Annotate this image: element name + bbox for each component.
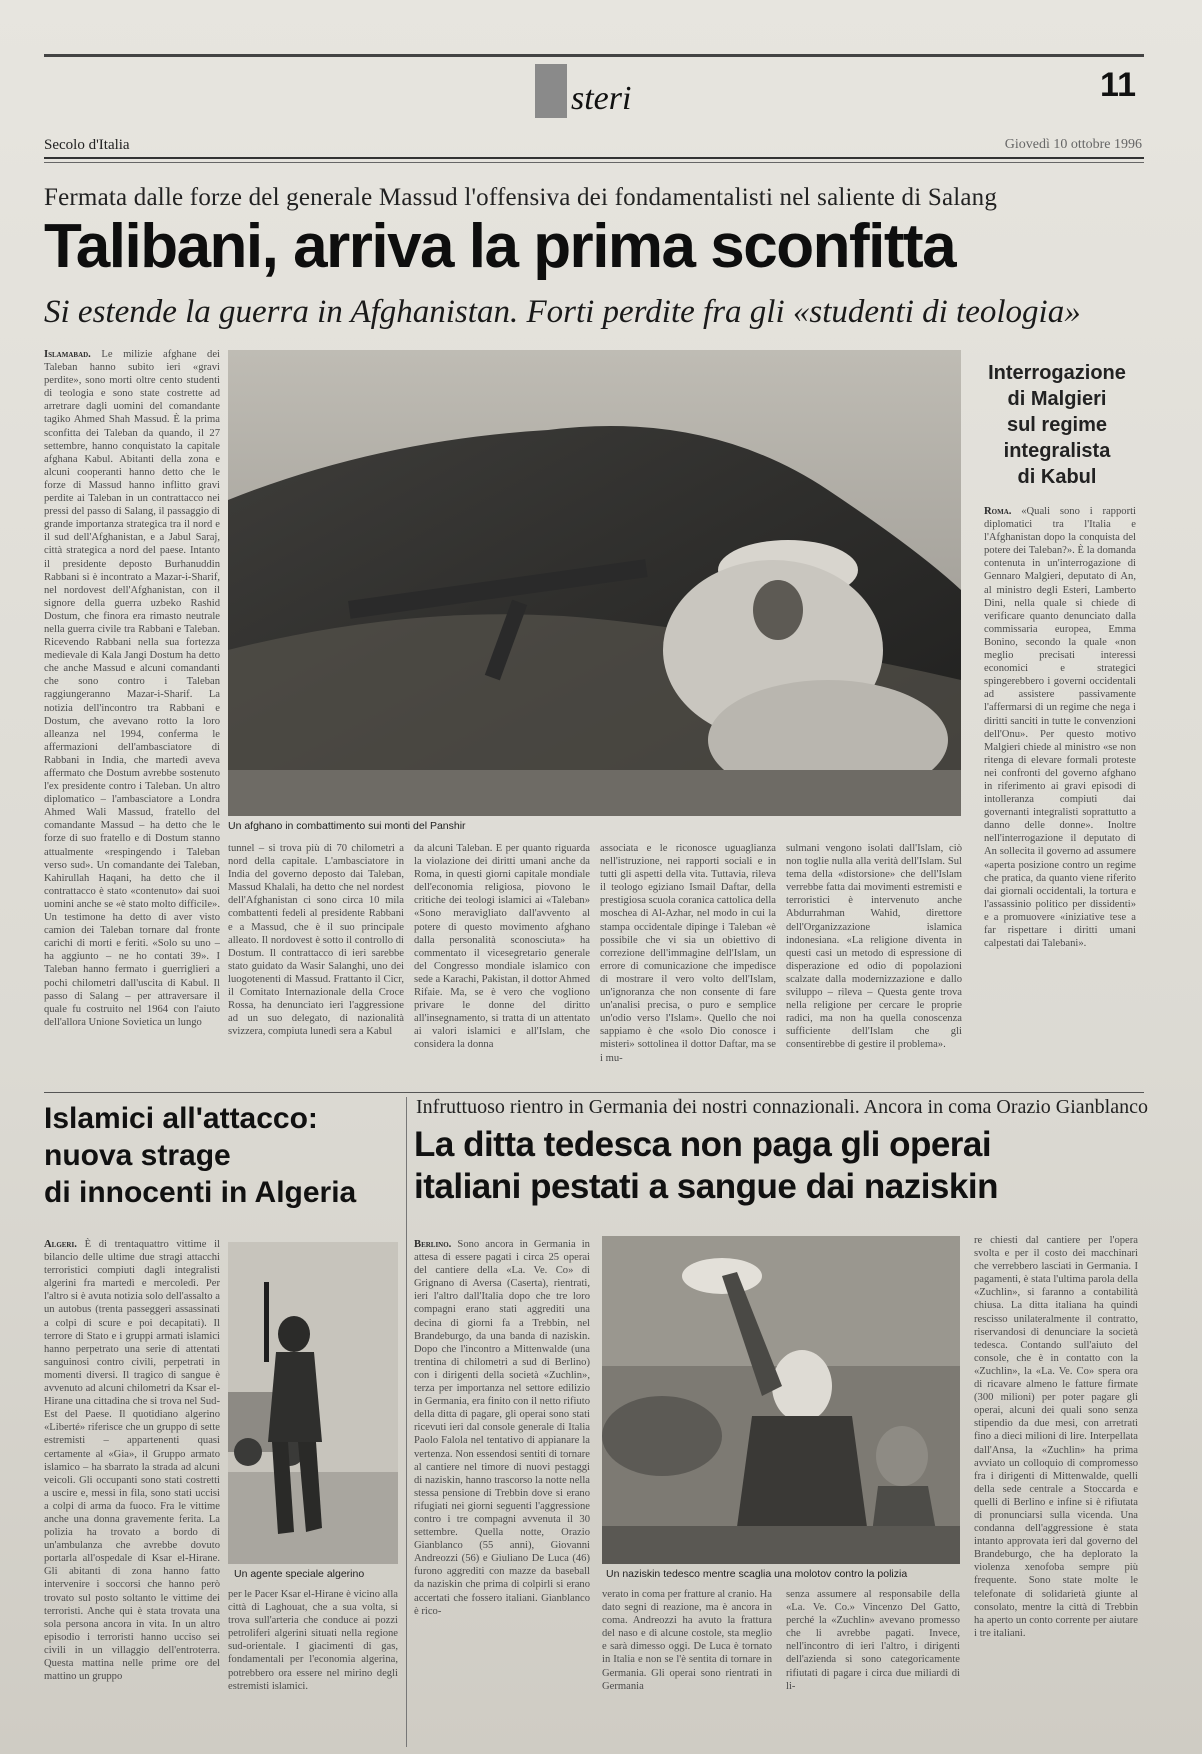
newspaper-name: Secolo d'Italia [44, 137, 130, 153]
sidebar-headline-line: di Kabul [1017, 466, 1097, 488]
germany-column-2: verato in coma per fratture al cranio. Ha dato segni di reazione, ma è ancora in coma. Andreozzi ha avuto la frattura del naso e di alcune costole, sta meglio e sarà dimesso oggi. De Luca è tornato in Italia e non se l'è sentita di tornare in Germania. Gli operai sono rientrati in Germania [602, 1589, 772, 1692]
germany-kicker: Infruttuoso rientro in Germania dei nostri connazionali. Ancora in coma Orazio Gianblanco [416, 1096, 1148, 1118]
section-logo-letter-block [535, 64, 567, 118]
main-story-photo [228, 350, 961, 816]
section-name: steri [571, 80, 632, 117]
main-story-column-1 [44, 348, 220, 1090]
fighter-photo [228, 350, 961, 816]
main-story-column-5: sulmani vengono isolati dall'Islam, ciò non toglie nulla alla verità dell'Islam. Sul tema della «distorsione» che dell'Islam verrebbe fatta dai movimenti estremisti e terroristici è intervenuto anche Abdurrahman Wahid, direttore dell'Organizzazione islamica indonesiana. «La religione diventa in questi casi un metodo di espressione di disperazione ed odio di popolazioni scalzate dalla modernizzazione e dallo sviluppo – rileva – Questa gente trova nella religione per cercare le proprie radici, ma non ha quella conoscenza sufficiente dell'Islam che gli consentirebbe di gestire il problema». [786, 843, 962, 1051]
sidebar-headline [974, 360, 1140, 490]
naziskin-photo [602, 1236, 960, 1564]
algeria-column-1 [44, 1238, 220, 1748]
sidebar-headline-line: sul regime [1006, 414, 1108, 436]
germany-headline-line: italiani pestati a sangue dai naziskin [414, 1167, 998, 1206]
main-story-headline: Talibani, arriva la prima sconfitta [44, 212, 956, 281]
germany-column-3: senza assumere al responsabile della «La. Ve. Co.» Vincenzo Del Gatto, perché la «Zuchlin» avevano promesso che li avrebbe pagati. Invece, nell'incontro di ieri l'altro, i dirigenti dell'azienda si sono categoricamente rifiutati di pagare i circa due miliardi di li- [786, 1589, 960, 1692]
germany-column-1 [414, 1238, 590, 1748]
germany-photo-caption: Un naziskin tedesco mentre scaglia una molotov contro la polizia [606, 1568, 908, 1580]
main-story-column-3: da alcuni Taleban. E per quanto riguarda la violazione dei diritti umani anche da Roma, in questi giorni capitale mondiale dell'economia religiosa, piovono le critiche dei teologi islamici ai «Taleban» «Sono meravigliato dall'avvento al potere di questo movimento afghano dalla personalità sconosciuta» ha commentato il vicesegretario generale del Congresso mondiale islamico con sede a Karachi, Pakistan, il dottor Ahmed Rifaie. Ma, se è vero che vogliono privare le donne del diritto all'insegnamento, si tratta di un attentato ai valori islamici e all'Islam, che considera la donna [414, 843, 590, 1051]
main-story-subheadline: Si estende la guerra in Afghanistan. Forti perdite fra gli «studenti di teologia» [44, 294, 1081, 330]
algeria-headline-line: nuova strage [44, 1139, 231, 1172]
header-rule [44, 157, 1144, 159]
header-rule-thin [44, 162, 1144, 163]
sidebar-text: «Quali sono i rapporti diplomatici tra l'Italia e l'Afghanistan dopo la conquista del potere dei Taleban?». È la domanda contenuta in un'interrogazione di Gennaro Malgieri, deputato di An, al ministro degli Esteri, Lamberto Dini, nella quale si chiede di verificare quanto denunciato dalla commissaria europea, Emma Bonino, secondo la quale «non meglio precisati interessi economici e strategici spingerebbero i governi occidentali ad assistere passivamente l'affermarsi di un regime che nega i diritti sanciti in tutte le convenzioni dell'Onu». Per questo motivo Malgieri chiede al ministro «se non ritenga di elevare formali proteste nei confronti del governo afghano in riferimento ai gravi episodi di intolleranza compiuti dai governanti integralisti soprattutto a danno delle donne». Inoltre nell'interrogazione il deputato di An sollecita il governo ad assumere «aperta posizione contro un regime che pratica, da quanto viene riferito dai giornali occidentali, la tortura e l'assassinio politico per dissidenti» e a promuovere «iniziative tese a far rispettare i diritti umani calpestati dai Talebani». [984, 506, 1136, 950]
sidebar-headline-line: Interrogazione [988, 362, 1126, 384]
algeria-photo-caption: Un agente speciale algerino [234, 1568, 365, 1580]
main-story-column-2: tunnel – si trova più di 70 chilometri a nord della capitale. L'ambasciatore in India del governo deposto dai Taleban, Massud Khalali, ha detto che nel nordest dell'Afghanistan ci sono circa 10 mila combattenti fedeli al presidente Rabbani e a Massud, che è il suo principale alleato. Il nordovest è sotto il controllo di Dostum. Il contrattacco di ieri sarebbe stato guidato da Wasir Salanghi, uno dei luogotenenti di Massud. Frattanto il Cicr, il Comitato Internazionale della Croce Rossa, ha denunciato ieri l'aggressione ad un suo delegato, di nazionalità svizzera, compiuta lunedì sera a Kabul [228, 843, 404, 1038]
section-logo [535, 62, 655, 120]
page-number: 11 [1100, 66, 1136, 104]
main-story-column-4: associata e le riconosce uguaglianza nell'istruzione, nei rapporti sociali e in tutti gli aspetti della vita. Tuttavia, rileva il teologo egiziano Ismail Daftar, della prestigiosa scuola coranica cattolica della moschea di Al-Azhar, nel modo in cui la stampa occidentale dipinge i Taleban «è possibile che vi sia un obiettivo di correzione dell'immagine dell'Islam, un errore di comunicazione che impedisce di mostrare il vero volto dell'Islam, un'ignoranza che non consente di fare un'analisi precisa, o puro e semplice un'odio verso l'Islam». Quello che noi sappiamo è che «solo Dio conosce i misteri» sottolinea il dottor Daftar, ma se i mu- [600, 843, 776, 1064]
germany-headline [414, 1124, 1154, 1208]
agent-photo [228, 1242, 398, 1564]
algeria-headline-line: di innocenti in Algeria [44, 1176, 357, 1209]
main-photo-caption: Un afghano in combattimento sui monti del Panshir [228, 820, 466, 832]
algeria-photo [228, 1242, 398, 1564]
dateline: Islamabad. [44, 349, 91, 360]
algeria-dateline: Algeri. [44, 1239, 77, 1250]
main-story-kicker: Fermata dalle forze del generale Massud l'offensiva dei fondamentalisti nel saliente di Salang [44, 184, 998, 211]
top-rule [44, 54, 1144, 57]
sidebar-dateline: Roma. [984, 506, 1012, 517]
algeria-headline [44, 1100, 404, 1211]
germany-dateline: Berlino. [414, 1239, 452, 1250]
sidebar-column [984, 505, 1136, 1090]
column-divider [406, 1097, 407, 1747]
germany-column-4: re chiesti dal cantiere per l'opera svolta e per il costo dei macchinari che verrebbero lasciati in Germania. I pagamenti, è stata l'ultima parola della «Zuchlin», si faranno a contabilità chiusa. La ditta italiana ha quindi rescisso unilateralmente il contratto, riservandosi di denunciare la società tedesca. Contando sull'aiuto del console, che è in contatto con la «Zuchlin», la «La. Ve. Co» spera ora di ricavare almeno le fatture firmate (300 milioni) per poter pagare gli operai, alcuni dei quali sono senza stipendio da due mesi, con arretrati fino a dieci milioni di lire. Interpellata dall'Ansa, la «Zuchlin» ha prima avviato un colloquio di compromesso fra i dirigenti di Mittenwalde, quelli della sede centrale a Stoccarda e quelli di Berlino e infine si è rifiutata di pronunciarsi sulla vicenda. Una condanna dell'aggressione è stata intanto approvata ieri dal governo del Brandeburgo, che ha deplorato la violenza xenofoba sempre più frequente. Sono state molte le telefonate di solidarietà giunte al consolato, mentre la città di Trebbin ha aperto un conto corrente per aiutare i tre italiani. [974, 1235, 1138, 1639]
algeria-column-2: per le Pacer Ksar el-Hirane è vicino alla città di Laghouat, che a sua volta, si trova sull'arteria che conduce ai pozzi petroliferi algerini situati nella regione sud-orientale. I giacimenti di gas, fondamentali per l'economia algerina, potrebbero ora essere nel mirino degli estremisti islamici. [228, 1589, 398, 1692]
main-story-text-1: Le milizie afghane dei Taleban hanno subito ieri «gravi perdite», sono morti oltre cento studenti di teologia e sono state costrette ad arretrare dagli uomini del comandante tagiko Ahmed Shah Massud. È la prima sconfitta dei Taleban da quando, il 27 settembre, hanno conquistato la capitale afghana Kabul. Abitanti della zona e alcuni cooperanti hanno detto che le forze di Massud hanno inflitto gravi perdite ai Taleban in un contrattacco nei pressi del passo di Salang, il passaggio di grande importanza strategica tra il nord e il sud dell'Afghanistan, e a Jabul Saraj, città strategica a nord del paese. Intanto il presidente deposto Burhanuddin Rabbani si è incontrato a Mazar-i-Sharif, nel nordovest dell'Afghanistan, con il signore della guerra uzbeko Rashid Dostum, che finora era rimasto neutrale nella guerra civile tra Rabbani e Taleban. Ricevendo Rabbani nella sua fortezza medievale di Kala Jangi Dostum ha detto che anche Massud e alcuni comandanti che sono contro i Taleban raggiungeranno Mazar-i-Sharif. La notizia dell'incontro tra Rabbani e Dostum, che avevano rotto la loro alleanza nel 1994, conferma le affermazioni dell'ambasciatore di Rabbani in India, che martedì aveva affermato che Dostum avrebbe sostenuto l'ex presidente contro i Taleban. Un altro diplomatico – l'ambasciatore a Londra Ahmed Wali Massud, fratello del comandante Massud – ha detto che le forze di suo fratello e di Dostum stanno attualmente «respingendo i Taleban verso sud». Un comandante dei Taleban, Kahirullah Haqani, ha detto che il contrattacco è stato «contenuto» dai suoi uomini anche se «è stato molto difficile». Un testimone ha detto di aver visto camion dei Taleban tornare dal fronte carichi di morti e feriti. «Solo su uno – ha aggiunto – ne ho contati 39». I Taleban hanno fermato i guerriglieri a pochi chilometri dall'uscita di Kabul. Il passo di Salang – per attraversare il quale fu costruito nel 1964 con l'aiuto dell'allora Unione Sovietica un lungo [44, 349, 220, 1028]
section-divider [44, 1092, 1144, 1093]
germany-photo [602, 1236, 960, 1564]
algeria-headline-line: Islamici all'attacco: [44, 1102, 318, 1135]
sidebar-headline-line: integralista [1003, 440, 1111, 462]
germany-text-1: Sono ancora in Germania in attesa di essere pagati i circa 25 operai del cantiere della «La. Ve. Co» di Grignano di Aversa (Caserta), rientrati, ieri l'altro dall'Italia dopo che tre loro compagni erano stati aggrediti una decina di giorni fa a Trebbin, nel Brandeburgo, da una banda di naziskin. Dopo che l'incontro a Mittenwalde (una trentina di chilometri a sud di Berlino) con i dirigenti della società «Zuchlin», terza per importanza nel settore edilizio in Germania, era finito con il netto rifiuto della ditta di pagare, gli operai sono stati ricevuti ieri dal console generale di Italia Paolo Falola nel tentativo di appianare la vertenza. Non essendosi sentiti di tornare al cantiere nel timore di nuovi pestaggi di naziskin, hanno trascorso la notte nella stessa pensione di Trebbin dove si erano rifugiati nei giorni seguenti l'aggressione contro i tre compagni avvenuta il 30 settembre. Quella notte, Orazio Gianblanco (55 anni), Giovanni Andreozzi (56) e Giuliano De Luca (46) furono aggrediti con mazze da baseball da naziskin che prima di colpirli si erano accertati che fossero italiani. Gianblanco è rico- [414, 1239, 590, 1617]
sidebar-headline-line: di Malgieri [1007, 388, 1107, 410]
germany-headline-line: La ditta tedesca non paga gli operai [414, 1125, 992, 1164]
issue-date: Giovedì 10 ottobre 1996 [1004, 137, 1142, 152]
algeria-text: È di trentaquattro vittime il bilancio delle ultime due stragi attacchi terroristici compiuti dagli integralisti algerini fra martedì e mercoledì. Per l'altro si è avuta notizia solo dell'assalto a un autobus (trenta passeggeri assassinati a colpi di scure e poi decapitati). Il terrore di Stato e i gruppi armati islamici hanno perpetrato una serie di attentati sanguinosi contro civili, perpetrati in momenti diversi. Il tragico di sangue è avvenuto ad alcuni chilometri da Ksar el-Hirane una cittadina che si trova nel Sud-Est del Paese. Il quotidiano algerino «Liberté» riferisce che un gruppo di sette estremisti – appartenenti quasi certamente al «Gia», il Gruppo armato islamico – ha sbarrato la strada ad alcuni veicoli. Gli occupanti sono stati costretti a uscire e, messi in fila, sono stati uccisi a colpi di arma da fuoco. Fra le vittime anche una donna gravemente ferita. La polizia ha trovato a bordo di un'ambulanza che avrebbe dovuto portarla all'ospedale di Ksar el-Hirane. Gli abitanti di zona hanno fatto intervenire i soccorsi che hanno però trovato sul posto soltanto le vittime dei terroristi. Anche qui è stata trovata una sola persona ancora in vita. In un altro episodio i terroristi hanno ucciso sei civili in un villaggio dell'entroterra. Questa mattina nelle prime ore del mattino un gruppo [44, 1239, 220, 1683]
